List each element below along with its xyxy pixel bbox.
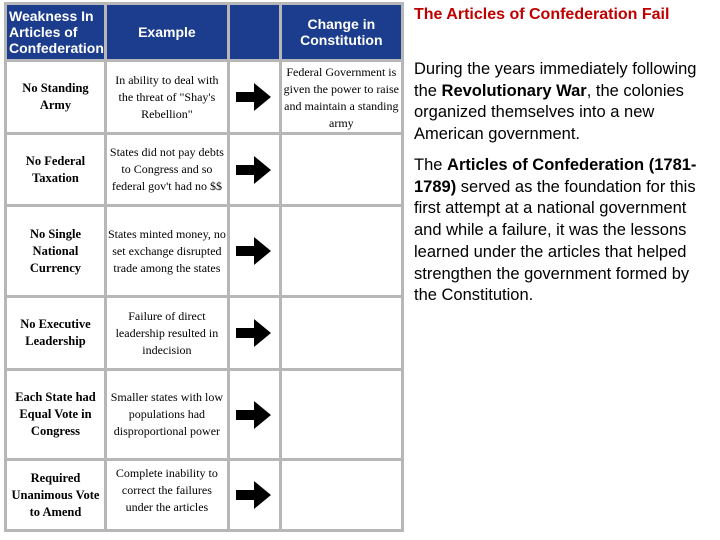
change-text: Federal Government is given the power to raise and maintain a standing army [283, 65, 399, 130]
weakness-cell: Each State had Equal Vote in Congress [7, 371, 104, 458]
weakness-cell: No Single National Currency [7, 207, 104, 295]
comparison-table [4, 2, 404, 532]
header-arrow-column [230, 5, 279, 59]
example-text: Complete inability to correct the failures under the articles [115, 466, 218, 514]
header-example: Example [107, 5, 227, 59]
arrow-cell [230, 207, 279, 295]
table-row [7, 135, 401, 204]
arrow-cell [230, 135, 279, 204]
paragraph-text: During the years immediately following the [414, 60, 697, 100]
right-arrow-icon [236, 400, 272, 430]
arrow-cell [230, 298, 279, 368]
example-cell: States minted money, no set exchange disrupted trade among the states [107, 207, 227, 295]
right-arrow-icon [236, 82, 272, 112]
example-cell: Failure of direct leadership resulted in indecision [107, 298, 227, 368]
example-cell [107, 461, 227, 529]
header-weakness: Weakness In Articles of Confederation [7, 5, 104, 59]
arrow-cell [230, 461, 279, 529]
arrow-cell [230, 62, 279, 132]
right-arrow-icon [236, 480, 272, 510]
slide-title: The Articles of Confederation Fail [414, 6, 670, 23]
table-header-row [7, 5, 401, 59]
paragraph-text: , the colonies organized themselves into a new American government. [414, 81, 684, 144]
intro-paragraph [414, 59, 714, 146]
right-arrow-icon [236, 318, 272, 348]
header-change: Change in Constitution [282, 5, 401, 59]
change-cell [282, 371, 401, 458]
weakness-cell: No Executive Leadership [7, 298, 104, 368]
weakness-cell: No Standing Army [7, 62, 104, 132]
change-cell [282, 207, 401, 295]
table-row [7, 207, 401, 295]
weakness-cell: Required Unanimous Vote to Amend [7, 461, 104, 529]
change-cell [282, 461, 401, 529]
table-row [7, 461, 401, 529]
example-cell: In ability to deal with the threat of "Shay's Rebellion" [107, 62, 227, 132]
change-cell [282, 298, 401, 368]
example-cell: States did not pay debts to Congress and so federal gov't had no $$ [107, 135, 227, 204]
arrow-cell [230, 371, 279, 458]
change-cell [282, 62, 401, 132]
weakness-cell: No Federal Taxation [7, 135, 104, 204]
paragraph-text: The [414, 156, 448, 174]
change-cell [282, 135, 401, 204]
bold-term: Articles of Confederation [447, 156, 645, 174]
right-arrow-icon [236, 236, 272, 266]
articles-paragraph [414, 155, 714, 307]
table-row [7, 371, 401, 458]
right-arrow-icon [236, 155, 272, 185]
table-row [7, 62, 401, 132]
bold-term: Revolutionary War [441, 81, 587, 100]
paragraph-text: served as the foundation for this first attempt at a national government and while a failure, it was the lessons learned under the articles that helped strengthen the government formed by the Constitution. [414, 177, 696, 305]
table-row [7, 298, 401, 368]
example-cell: Smaller states with low populations had disproportional power [107, 371, 227, 458]
bold-dates: (1781-1789) [414, 156, 697, 196]
